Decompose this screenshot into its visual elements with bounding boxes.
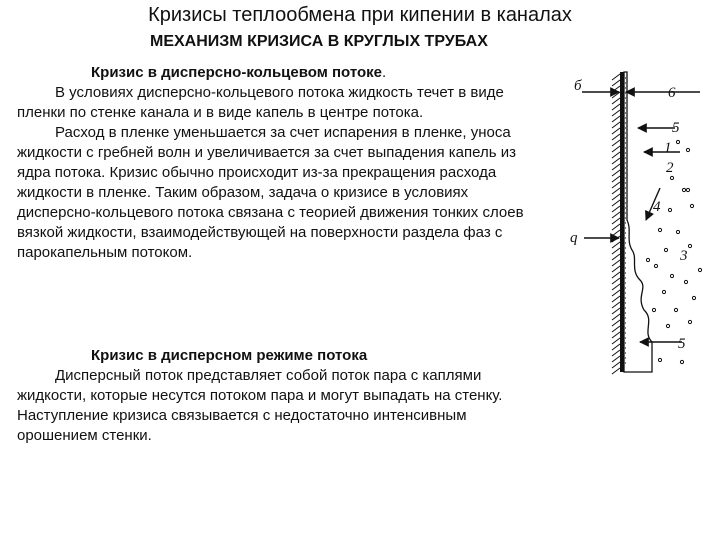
film-stipple <box>625 192 626 193</box>
film-stipple <box>625 82 626 83</box>
film-stipple <box>625 267 626 268</box>
film-stipple <box>625 207 626 208</box>
label-6: 6 <box>668 85 676 101</box>
film-stipple <box>625 357 626 358</box>
film-stipple <box>625 302 626 303</box>
film-stipple <box>625 277 626 278</box>
film-stipple <box>625 197 626 198</box>
wall-hatch-line <box>612 266 620 272</box>
label-3: 3 <box>680 248 688 264</box>
film-stipple <box>625 142 626 143</box>
wall-hatch-line <box>612 254 620 260</box>
section-heading <box>17 63 547 83</box>
film-stipple <box>625 127 626 128</box>
film-stipple <box>625 162 626 163</box>
film-stipple <box>625 327 626 328</box>
wall-hatch-line <box>612 272 620 278</box>
film-stipple <box>625 227 626 228</box>
label-1: 1 <box>664 140 672 156</box>
paragraph: Дисперсный поток представляет собой поток пара с каплями жидкости, которые несутся потоком пара и могут выпадать на стенку. Наступление кризиса связывается с недостаточно интенсивным орошением стенки. <box>17 367 503 444</box>
wall-hatch-line <box>612 236 620 242</box>
film-stipple <box>625 312 626 313</box>
droplet <box>652 308 655 311</box>
wall-hatch-line <box>612 188 620 194</box>
film-stipple <box>625 212 626 213</box>
wall-hatch-line <box>612 350 620 356</box>
film-stipple <box>625 107 626 108</box>
film-stipple <box>625 332 626 333</box>
wall-hatch-line <box>612 212 620 218</box>
film-stipple <box>625 222 626 223</box>
droplet <box>658 228 661 231</box>
film-stipple <box>625 147 626 148</box>
wall-hatch-line <box>612 80 620 86</box>
droplet <box>646 258 649 261</box>
heading-text: Кризис в дисперсно-кольцевом потоке <box>91 64 382 81</box>
wall-hatch-line <box>612 224 620 230</box>
film-stipple <box>625 282 626 283</box>
film-stipple <box>625 132 626 133</box>
wall-hatch-line <box>612 170 620 176</box>
droplet <box>674 308 677 311</box>
film-stipple <box>625 297 626 298</box>
droplet <box>670 176 673 179</box>
droplet <box>688 320 691 323</box>
film-stipple <box>625 217 626 218</box>
paragraph: В условиях дисперсно-кольцевого потока жидкость течет в виде пленки по стенке канала и в виде капель в центре потока. <box>17 84 504 121</box>
film-stipple <box>625 112 626 113</box>
label-b: б <box>574 78 582 94</box>
wall-hatch-line <box>612 74 620 80</box>
wall-hatch-line <box>612 230 620 236</box>
film-stipple <box>625 362 626 363</box>
wall-hatch-line <box>612 362 620 368</box>
wall-hatch-line <box>612 164 620 170</box>
wall-hatch-line <box>612 134 620 140</box>
droplet <box>684 280 687 283</box>
label-4: 4 <box>653 199 661 215</box>
wall-hatch-line <box>612 218 620 224</box>
droplet <box>692 296 695 299</box>
wall-hatch-line <box>612 110 620 116</box>
wall-hatch-line <box>612 200 620 206</box>
film-stipple <box>625 77 626 78</box>
wall-hatch-line <box>612 206 620 212</box>
heading-suffix: . <box>382 64 387 81</box>
liquid-film <box>624 72 652 372</box>
film-stipple <box>625 342 626 343</box>
wall-hatch-line <box>612 92 620 98</box>
droplets <box>646 140 701 363</box>
droplet <box>662 290 665 293</box>
droplet <box>654 264 657 267</box>
wall-hatch-line <box>612 140 620 146</box>
film-stipple <box>625 272 626 273</box>
wall-hatch-line <box>612 326 620 332</box>
film-stipple <box>625 262 626 263</box>
film-stipple <box>625 172 626 173</box>
film-stipple <box>625 347 626 348</box>
label-2: 2 <box>666 160 674 176</box>
wall-hatch-line <box>612 344 620 350</box>
wall-hatch-line <box>612 290 620 296</box>
droplet <box>670 274 673 277</box>
wall-hatch-line <box>612 314 620 320</box>
droplet <box>682 188 685 191</box>
droplet <box>698 268 701 271</box>
film-stipple <box>625 92 626 93</box>
droplet <box>690 204 693 207</box>
wall-hatch-line <box>612 146 620 152</box>
droplet <box>686 148 689 151</box>
wall-hatch-line <box>612 296 620 302</box>
film-flow-diagram <box>560 70 710 380</box>
film-stipple <box>625 287 626 288</box>
label-5-top: 5 <box>672 120 680 136</box>
droplet <box>676 140 679 143</box>
wall-hatch-line <box>612 242 620 248</box>
film-stipple <box>625 292 626 293</box>
film-stipple <box>625 252 626 253</box>
wall-hatch-line <box>612 176 620 182</box>
wall-hatch-line <box>612 284 620 290</box>
wall-hatch-line <box>612 278 620 284</box>
film-stipple <box>625 242 626 243</box>
wall-hatch-line <box>612 332 620 338</box>
wall-hatch-line <box>612 86 620 92</box>
film-stipple <box>625 152 626 153</box>
label-q: q <box>570 230 578 246</box>
film-stipple <box>625 352 626 353</box>
wall-hatch-line <box>612 158 620 164</box>
droplet <box>686 188 689 191</box>
wall-hatch-line <box>612 122 620 128</box>
droplet <box>668 208 671 211</box>
droplet <box>680 360 683 363</box>
film-stipple <box>625 322 626 323</box>
section-dispersed-annular <box>17 63 547 263</box>
film-stipple <box>625 182 626 183</box>
slide-title: Кризисы теплообмена при кипении в каналах <box>148 4 572 26</box>
droplet <box>666 324 669 327</box>
film-stipple <box>625 177 626 178</box>
paragraph: Расход в пленке уменьшается за счет испарения в пленке, уноса жидкости с гребней волн и увеличивается за счет выпадения капель из ядра потока. Кризис обычно происходит из-за прекращения расхода жидкости в пленке. Таким образом, задача о кризисе в условиях дисперсно-кольцевого потока связана с теорией движения тонких слоев вязкой жидкости, взаимодействующей на поверхности раздела фаз с парокапельным потоком. <box>17 124 524 261</box>
film-stipple <box>625 237 626 238</box>
section-dispersed <box>17 346 547 446</box>
film-stipple <box>625 257 626 258</box>
film-stipple <box>625 97 626 98</box>
wall-hatch-line <box>612 182 620 188</box>
wall-hatch-line <box>612 98 620 104</box>
film-stipple <box>625 117 626 118</box>
wall-hatch-line <box>612 248 620 254</box>
channel-wall <box>612 72 624 374</box>
film-stipple <box>625 337 626 338</box>
wall-hatch-line <box>612 116 620 122</box>
film-stipple <box>625 202 626 203</box>
wall-hatch-line <box>612 338 620 344</box>
label-5-bottom: 5 <box>678 336 686 352</box>
wall-hatch-line <box>612 194 620 200</box>
droplet <box>664 248 667 251</box>
film-stipple <box>625 102 626 103</box>
slide-subtitle: МЕХАНИЗМ КРИЗИСА В КРУГЛЫХ ТРУБАХ <box>150 33 488 50</box>
film-stipple <box>625 157 626 158</box>
wall-hatch-line <box>612 128 620 134</box>
wall-hatch-line <box>612 356 620 362</box>
wall-hatch-line <box>612 260 620 266</box>
film-stipple <box>625 187 626 188</box>
droplet <box>676 230 679 233</box>
film-stipple <box>625 307 626 308</box>
film-stipple <box>625 317 626 318</box>
wall-hatch-line <box>612 308 620 314</box>
section-heading: Кризис в дисперсном режиме потока <box>91 347 368 364</box>
film-stipple <box>625 232 626 233</box>
droplet <box>658 358 661 361</box>
wall-hatch-line <box>612 152 620 158</box>
wall-hatch-line <box>612 368 620 374</box>
film-stipple <box>625 87 626 88</box>
film-stipple <box>625 167 626 168</box>
droplet <box>688 244 691 247</box>
wall-hatch-line <box>612 302 620 308</box>
film-stipple <box>625 122 626 123</box>
wall-hatch-line <box>612 104 620 110</box>
wall-hatch-line <box>612 320 620 326</box>
film-stipple <box>625 247 626 248</box>
film-stipple <box>625 137 626 138</box>
